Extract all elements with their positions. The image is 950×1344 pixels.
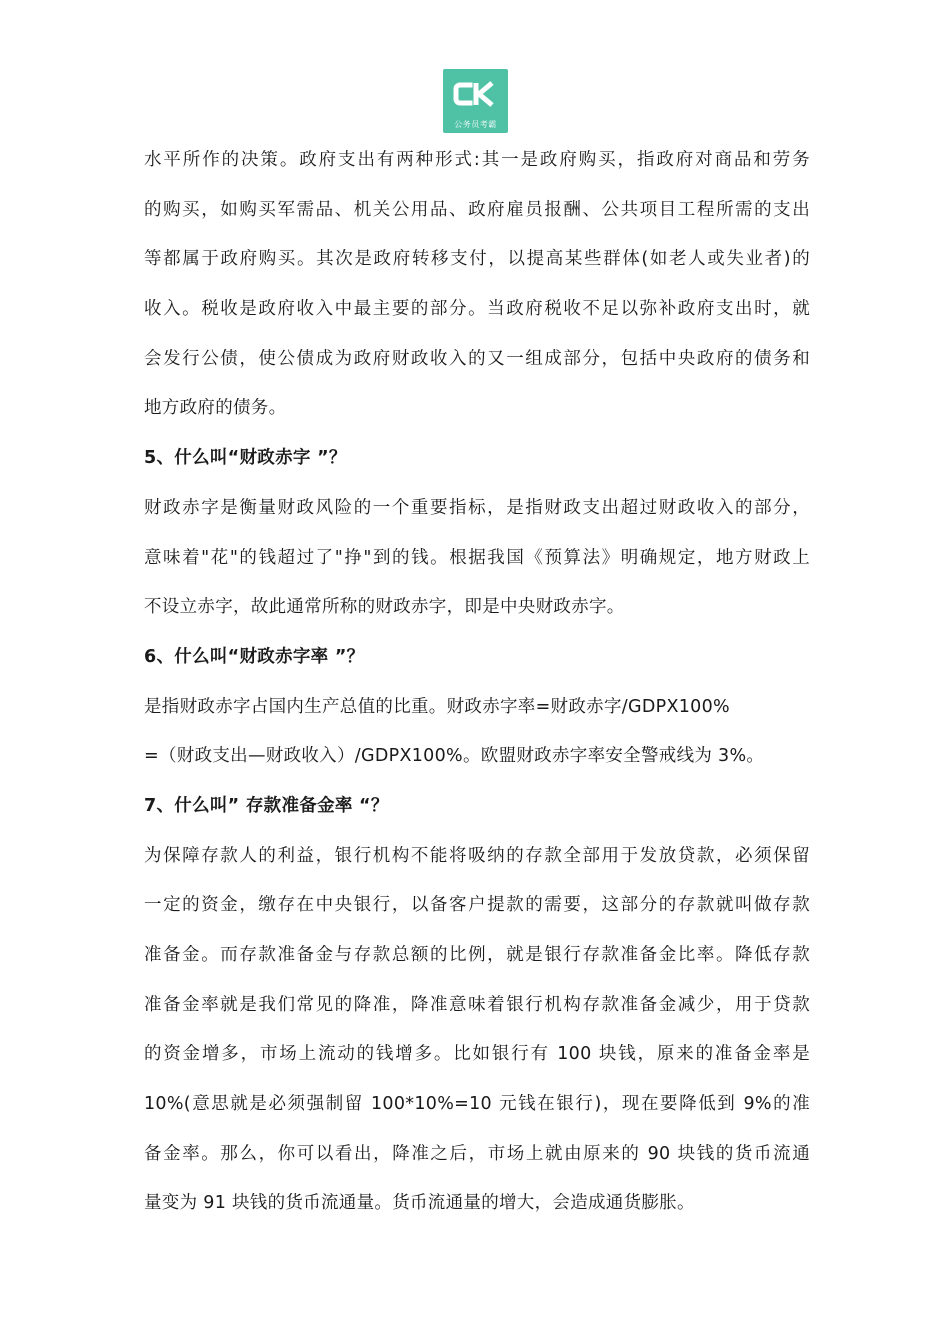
paragraph-line: 为保障存款人的利益，银行机构不能将吸纳的存款全部用于发放贷款，必须保留 (144, 845, 810, 866)
paragraph-line: 会发行公债，使公债成为政府财政收入的又一组成部分，包括中央政府的债务和 (144, 348, 810, 369)
paragraph-line: 10%(意思就是必须强制留 100*10%=10 元钱在银行)，现在要降低到 9%的准 (144, 1094, 810, 1115)
logo (443, 69, 508, 133)
paragraph-line: 一定的资金，缴存在中央银行，以备客户提款的需要，这部分的存款就叫做存款 (144, 895, 810, 916)
document-body (144, 136, 810, 1229)
paragraph-line: 的购买，如购买军需品、机关公用品、政府雇员报酬、公共项目工程所需的支出 (144, 199, 810, 220)
logo-caption: 公务员考霸 (454, 120, 497, 129)
paragraph-line: 地方政府的债务。 (144, 398, 287, 419)
paragraph-line: 是指财政赤字占国内生产总值的比重。财政赤字率=财政赤字/GDPX100% (144, 696, 730, 717)
section-heading-5: 5、什么叫“财政赤字 ”？ (144, 448, 347, 469)
paragraph-line: 等都属于政府购买。其次是政府转移支付，以提高某些群体(如老人或失业者)的 (144, 249, 810, 270)
ck-logo-icon (443, 69, 508, 119)
paragraph-line: 水平所作的决策。政府支出有两种形式:其一是政府购买，指政府对商品和劳务 (144, 150, 810, 170)
paragraph-line: 准备金。而存款准备金与存款总额的比例，就是银行存款准备金比率。降低存款 (144, 945, 810, 965)
paragraph-line: 的资金增多，市场上流动的钱增多。比如银行有 100 块钱，原来的准备金率是 (144, 1044, 810, 1065)
paragraph-line: =（财政支出—财政收入）/GDPX100%。欧盟财政赤字率安全警戒线为 3%。 (144, 746, 765, 767)
paragraph-line: 不设立赤字，故此通常所称的财政赤字，即是中央财政赤字。 (144, 597, 625, 618)
paragraph-line: 意味着"花"的钱超过了"挣"到的钱。根据我国《预算法》明确规定，地方财政上 (144, 547, 810, 568)
section-heading-6: 6、什么叫“财政赤字率 ”？ (144, 646, 365, 667)
paragraph-line: 收入。税收是政府收入中最主要的部分。当政府税收不足以弥补政府支出时，就 (144, 299, 810, 320)
paragraph-line: 财政赤字是衡量财政风险的一个重要指标，是指财政支出超过财政收入的部分， (144, 497, 810, 518)
paragraph-line: 准备金率就是我们常见的降准，降准意味着银行机构存款准备金减少，用于贷款 (144, 994, 810, 1015)
paragraph-line: 备金率。那么，你可以看出，降准之后，市场上就由原来的 90 块钱的货币流通 (144, 1143, 810, 1164)
section-heading-7: 7、什么叫” 存款准备金率 “？ (144, 795, 389, 816)
paragraph-line: 量变为 91 块钱的货币流通量。货币流通量的增大，会造成通货膨胀。 (144, 1193, 695, 1214)
